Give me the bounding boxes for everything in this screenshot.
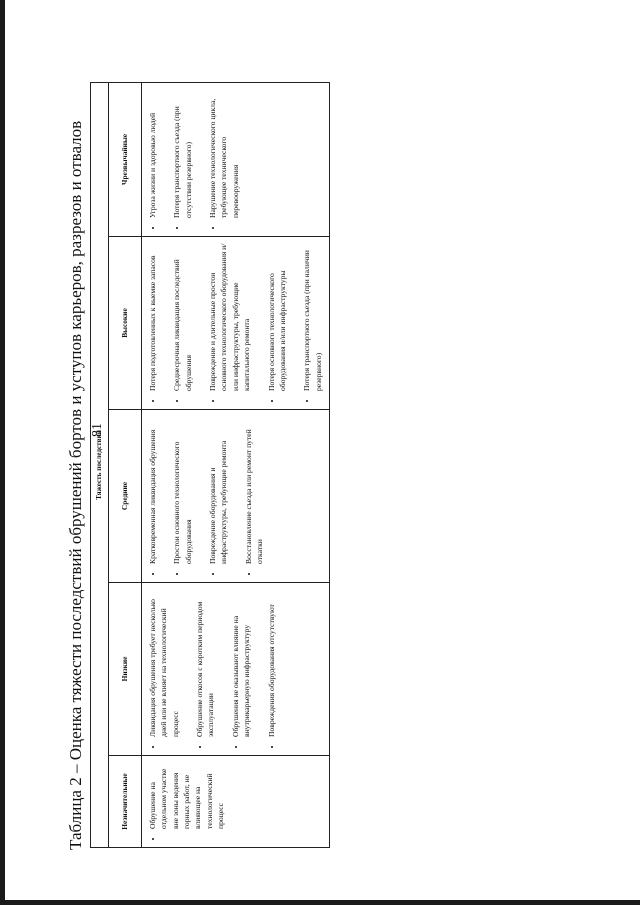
scan-edge-left [0,0,5,905]
list-item: • Простои основного технологического оборудования [171,416,194,564]
column-header-insignificant: Незначительные [108,756,141,848]
group-header: Тяжесть последствий [91,82,109,847]
list-item: • Повреждение оборудования и инфраструктуры, требующие ремонта [207,416,230,564]
list-item: • Среднесрочная ликвидация последствий обрушения [171,243,194,391]
list-item: • Потеря основного технологического оборудования и/или инфраструктуры [266,243,289,391]
scan-edge-bottom [0,900,640,905]
page-title: Таблица 2 – Оценка тяжести последствий обрушений бортов и уступов карьеров, разрезов и отвалов [66,120,85,850]
table-group-header-row [91,82,109,847]
cell-insignificant [141,756,329,848]
list-item: • Угроза жизни и здоровью людей [147,89,158,218]
list-item: • Нарушение технологического цикла, требующее технического перевооружения [207,89,241,218]
cell-medium [141,410,329,583]
column-header-low: Низкие [108,583,141,756]
list-item: • Потеря транспортного съезда (при наличии резервного) [301,243,324,391]
column-header-medium: Средние [108,410,141,583]
severity-table [90,82,330,848]
column-header-high: Высокие [108,237,141,410]
page-number: 81 [90,423,105,437]
list-item: • Восстановление съезда или ремонт путей откатки [243,416,266,564]
list-item: • Обрушение на отдельном участке вне зоны ведения горных работ, не влияющее на технологический процесс [147,762,227,829]
cell-high [141,237,329,410]
cell-low [141,583,329,756]
table-column-header-row [108,82,141,847]
list-item: • Повреждения оборудования отсутствуют [266,589,277,737]
list-item: • Кратковременная ликвидация обрушения [147,416,158,564]
column-header-extreme: Чрезвычайные [108,82,141,236]
list-item: • Повреждение и длительные простои основного технологического оборудования и/или инфраструктуры, требующие капитального ремонта [207,243,253,391]
list-item: • Обрушение откосов с коротким периодом эксплуатации [194,589,217,737]
list-item: • Потеря транспортного съезда (при отсутствии резервного) [171,89,194,218]
list-item: • Обрушения не оказывают влияние на внутрикарьерную инфраструктуру [230,589,253,737]
severity-table-container [90,83,323,848]
table-row [141,82,329,847]
list-item: • Потеря подготовленных к выемке запасов [147,243,158,391]
list-item: • Ликвидация обрушения требует несколько дней или не влияет на технологический процесс [147,589,181,737]
cell-extreme [141,82,329,236]
